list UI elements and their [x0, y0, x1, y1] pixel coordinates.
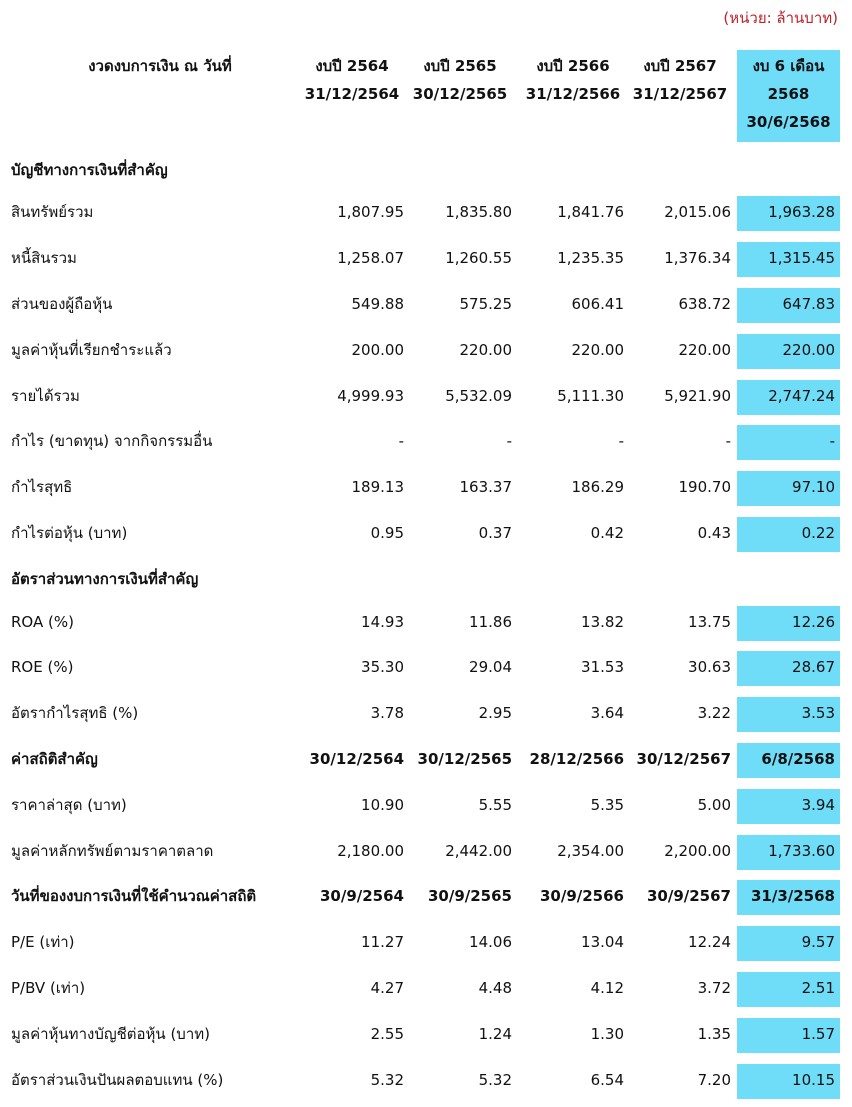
value-cell-highlight: 97.10: [792, 478, 835, 496]
header-label: งวดงบการเงิน ณ วันที่: [88, 57, 232, 75]
value-cell: 3.64: [590, 704, 624, 722]
value-cell: 4.48: [478, 979, 512, 997]
table-row: [0, 1016, 852, 1052]
value-cell-highlight: 10.15: [792, 1071, 835, 1089]
value-cell: 638.72: [678, 295, 731, 313]
table-row: [0, 332, 852, 368]
value-cell-highlight: 6/8/2568: [761, 750, 835, 768]
value-cell-highlight: -: [829, 432, 835, 450]
value-cell: 220.00: [459, 341, 512, 359]
value-cell: 189.13: [351, 478, 404, 496]
header-col-date: 31/12/2567: [632, 85, 728, 103]
value-cell: 4,999.93: [337, 387, 404, 405]
value-cell: 0.42: [590, 524, 624, 542]
table-row: [0, 194, 852, 230]
value-cell: 2.55: [370, 1025, 404, 1043]
value-cell: 30/9/2566: [539, 887, 624, 905]
header-col-date: 31/12/2566: [525, 85, 621, 103]
value-cell: -: [506, 432, 512, 450]
value-cell-highlight: 0.22: [801, 524, 835, 542]
value-cell: 30/12/2564: [309, 750, 404, 768]
row-label: วันที่ของงบการเงินที่ใช้คำนวณค่าสถิติ: [11, 887, 257, 905]
value-cell: 29.04: [469, 658, 512, 676]
value-cell: 4.27: [370, 979, 404, 997]
value-cell: 1.30: [590, 1025, 624, 1043]
value-cell: 5,921.90: [664, 387, 731, 405]
value-cell: 549.88: [351, 295, 404, 313]
value-cell: 12.24: [688, 933, 731, 951]
value-cell: 1.24: [478, 1025, 512, 1043]
value-cell: -: [398, 432, 404, 450]
value-cell: 200.00: [351, 341, 404, 359]
row-label: รายได้รวม: [11, 387, 80, 405]
value-cell: 13.04: [581, 933, 624, 951]
value-cell: 4.12: [590, 979, 624, 997]
row-label: มูลค่าหุ้นที่เรียกชำระแล้ว: [11, 341, 172, 359]
table-row: [0, 970, 852, 1006]
value-cell: -: [618, 432, 624, 450]
value-cell: 30.63: [688, 658, 731, 676]
row-label: ค่าสถิติสำคัญ: [11, 750, 98, 768]
value-cell: 1,235.35: [557, 249, 624, 267]
row-label: อัตราส่วนเงินปันผลตอบแทน (%): [11, 1071, 224, 1089]
value-cell: 3.78: [370, 704, 404, 722]
value-cell-highlight: 9.57: [801, 933, 835, 951]
value-cell: 30/12/2565: [417, 750, 512, 768]
value-cell: 163.37: [459, 478, 512, 496]
value-cell-highlight: 220.00: [782, 341, 835, 359]
row-label: บัญชีทางการเงินที่สำคัญ: [11, 161, 168, 179]
value-cell: 186.29: [571, 478, 624, 496]
value-cell: 11.86: [469, 613, 512, 631]
table-row: [0, 286, 852, 322]
value-cell-highlight: 1,733.60: [768, 842, 835, 860]
value-cell: 6.54: [590, 1071, 624, 1089]
value-cell: 30/9/2564: [319, 887, 404, 905]
value-cell: 0.43: [697, 524, 731, 542]
value-cell: 3.22: [697, 704, 731, 722]
value-cell: 7.20: [697, 1071, 731, 1089]
row-label: สินทรัพย์รวม: [11, 203, 94, 221]
row-label: ROE (%): [11, 658, 74, 676]
row-label: กำไรต่อหุ้น (บาท): [11, 524, 128, 542]
header-col-date: 30/12/2565: [412, 85, 508, 103]
value-cell: 5.00: [697, 796, 731, 814]
value-cell: 30/9/2565: [427, 887, 512, 905]
header-col-year: งบปี 2567: [643, 57, 717, 75]
unit-note: (หน่วย: ล้านบาท): [723, 9, 838, 27]
table-row: [0, 1062, 852, 1098]
value-cell: 2,354.00: [557, 842, 624, 860]
value-cell: 5.32: [478, 1071, 512, 1089]
row-label: ROA (%): [11, 613, 74, 631]
value-cell-highlight: 2.51: [801, 979, 835, 997]
header-col-year: งบปี 2565: [423, 57, 497, 75]
value-cell: 5,111.30: [557, 387, 624, 405]
table-row: [0, 378, 852, 414]
value-cell: 0.95: [370, 524, 404, 542]
value-cell: -: [725, 432, 731, 450]
value-cell: 2,442.00: [445, 842, 512, 860]
value-cell: 11.27: [361, 933, 404, 951]
header-col-2567: [628, 52, 732, 108]
section-header-row: [0, 741, 852, 777]
table-row: [0, 469, 852, 505]
value-cell: 30/12/2567: [636, 750, 731, 768]
section-header-row: [0, 152, 852, 188]
value-cell: 13.82: [581, 613, 624, 631]
value-cell-highlight: 647.83: [782, 295, 835, 313]
row-label: มูลค่าหุ้นทางบัญชีต่อหุ้น (บาท): [11, 1025, 210, 1043]
value-cell: 1,841.76: [557, 203, 624, 221]
value-cell-highlight: 2,747.24: [768, 387, 835, 405]
table-row: [0, 423, 852, 459]
value-cell-highlight: 1,315.45: [768, 249, 835, 267]
section-header-row: [0, 878, 852, 914]
header-col-period: งบ 6 เดือน: [752, 57, 825, 75]
value-cell: 1,258.07: [337, 249, 404, 267]
value-cell-highlight: 28.67: [792, 658, 835, 676]
value-cell: 5.55: [478, 796, 512, 814]
row-label: ส่วนของผู้ถือหุ้น: [11, 295, 113, 313]
value-cell: 3.72: [697, 979, 731, 997]
table-row: [0, 604, 852, 640]
value-cell-highlight: 31/3/2568: [750, 887, 835, 905]
value-cell: 1,260.55: [445, 249, 512, 267]
table-row: [0, 695, 852, 731]
header-col-year: งบปี 2564: [315, 57, 389, 75]
value-cell: 5.35: [590, 796, 624, 814]
value-cell: 1,376.34: [664, 249, 731, 267]
row-label: กำไรสุทธิ: [11, 478, 73, 496]
value-cell: 606.41: [571, 295, 624, 313]
value-cell: 30/9/2567: [646, 887, 731, 905]
header-col-year: งบปี 2566: [536, 57, 610, 75]
row-label: มูลค่าหลักทรัพย์ตามราคาตลาด: [11, 842, 214, 860]
table-row: [0, 649, 852, 685]
table-row: [0, 515, 852, 551]
header-col-2566: [518, 52, 628, 108]
table-row: [0, 924, 852, 960]
row-label: P/BV (เท่า): [11, 979, 86, 997]
value-cell: 14.93: [361, 613, 404, 631]
row-label: อัตราส่วนทางการเงินที่สำคัญ: [11, 570, 199, 588]
value-cell: 2,015.06: [664, 203, 731, 221]
table-row: [0, 787, 852, 823]
value-cell: 220.00: [571, 341, 624, 359]
table-row: [0, 833, 852, 869]
value-cell: 31.53: [581, 658, 624, 676]
row-label: ราคาล่าสุด (บาท): [11, 796, 127, 814]
value-cell: 5.32: [370, 1071, 404, 1089]
row-label: P/E (เท่า): [11, 933, 75, 951]
header-col-date: 31/12/2564: [304, 85, 400, 103]
row-label: หนี้สินรวม: [11, 249, 77, 267]
value-cell-highlight: 3.53: [801, 704, 835, 722]
row-label: กำไร (ขาดทุน) จากกิจกรรมอื่น: [11, 432, 213, 450]
value-cell: 575.25: [459, 295, 512, 313]
value-cell: 28/12/2566: [529, 750, 624, 768]
value-cell-highlight: 1.57: [801, 1025, 835, 1043]
value-cell-highlight: 1,963.28: [768, 203, 835, 221]
value-cell: 190.70: [678, 478, 731, 496]
value-cell: 2,180.00: [337, 842, 404, 860]
value-cell: 1.35: [697, 1025, 731, 1043]
header-col-year: 2568: [767, 85, 810, 103]
value-cell: 35.30: [361, 658, 404, 676]
value-cell: 0.37: [478, 524, 512, 542]
header-col-date: 30/6/2568: [746, 113, 831, 131]
row-label: อัตรากำไรสุทธิ (%): [11, 704, 139, 722]
header-col-2564: [300, 52, 404, 108]
value-cell: 1,835.80: [445, 203, 512, 221]
value-cell: 1,807.95: [337, 203, 404, 221]
value-cell: 14.06: [469, 933, 512, 951]
value-cell: 5,532.09: [445, 387, 512, 405]
value-cell: 13.75: [688, 613, 731, 631]
value-cell-highlight: 3.94: [801, 796, 835, 814]
value-cell: 2.95: [478, 704, 512, 722]
value-cell: 2,200.00: [664, 842, 731, 860]
section-header-row: [0, 561, 852, 597]
header-col-2565: [408, 52, 512, 108]
header-col-6month-2568: [737, 52, 840, 136]
value-cell: 10.90: [361, 796, 404, 814]
value-cell-highlight: 12.26: [792, 613, 835, 631]
value-cell: 220.00: [678, 341, 731, 359]
table-row: [0, 240, 852, 276]
